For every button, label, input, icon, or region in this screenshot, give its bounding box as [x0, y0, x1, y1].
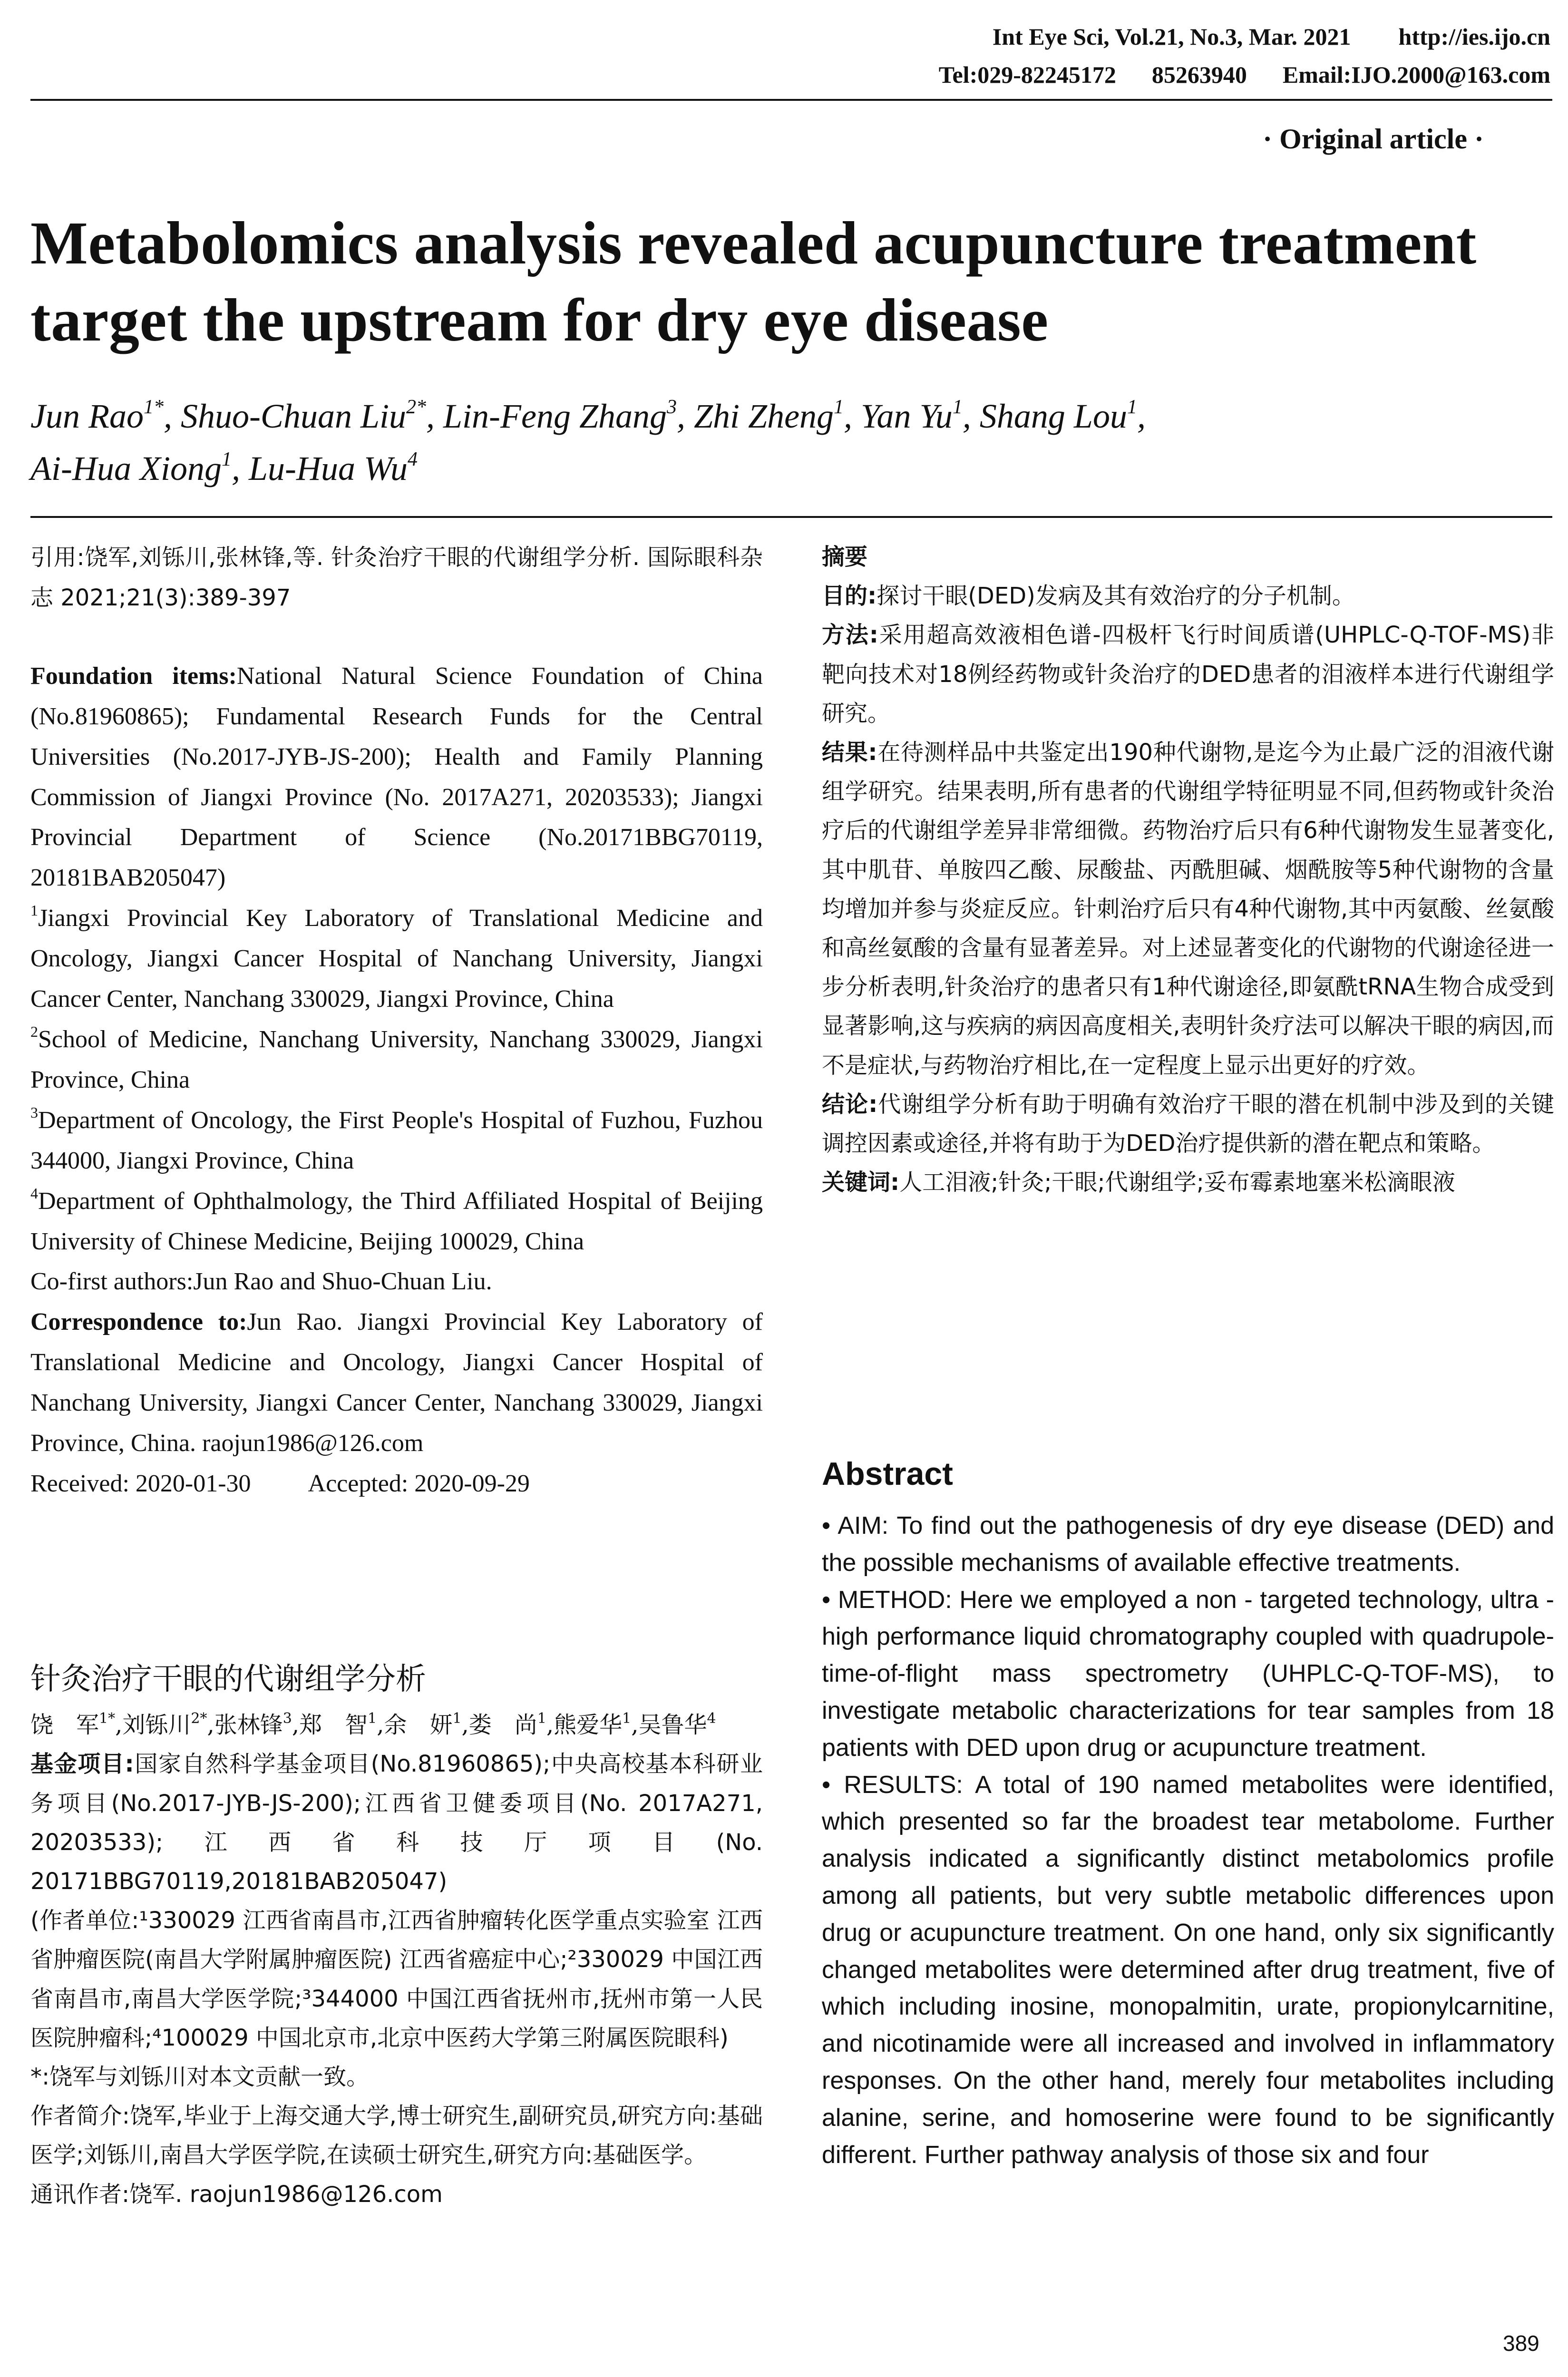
affiliation-sup: 2	[30, 1023, 38, 1040]
affiliation-sup: 4	[30, 1184, 38, 1202]
left-column-cn	[30, 1660, 763, 2214]
citation: 引用:饶军,刘铄川,张林锋,等. 针灸治疗干眼的代谢组学分析. 国际眼科杂志 2021;21(3):389-397	[30, 544, 763, 611]
cn-author-sup-0: 1*	[99, 1710, 116, 1727]
cn-abstract-label: 方法:	[822, 622, 878, 649]
cn-abstract-text: 采用超高效液相色谱-四极杆飞行时间质谱(UHPLC-Q-TOF-MS)非靶向技术对18例经药物或针灸治疗的DED患者的泪液样本进行代谢组学研究。	[822, 622, 1554, 727]
cn-abstract-item-4	[822, 1163, 1554, 1202]
cn-author-6: ,熊爱华	[546, 1712, 623, 1739]
journal-header-line2: Tel:029-82245172 85263940 Email:IJO.2000@163.com	[938, 61, 1550, 88]
cn-fund	[30, 1744, 763, 1901]
cn-author-sup-5: 1	[537, 1710, 546, 1727]
affiliation-sup: 3	[30, 1103, 38, 1121]
affiliation-text: Jiangxi Provincial Key Laboratory of Translational Medicine and Oncology, Jiangxi Cancer Hospital of Nanchang University, Jiangxi Cancer Center, Nanchang 330029, Jiangxi Province, China	[30, 905, 763, 1013]
title-rule	[30, 516, 1552, 518]
accepted-date: Accepted: 2020-09-29	[308, 1470, 530, 1497]
abstract-text: Here we employed a non - targeted technology, ultra - high performance liquid chromatography coupled with quadrupole-time-of-flight mass spectrometry (UHPLC-Q-TOF-MS), to investigate metabolic characterizations for tear samples from 18 patients with DED upon drug or acupuncture treatment.	[822, 1586, 1554, 1762]
l1-author-sup-4: 1	[952, 396, 963, 418]
l1-author-1: Shuo-Chuan Liu	[180, 397, 406, 435]
correspondence-label: Correspondence to:	[30, 1308, 247, 1336]
cn-author-1: ,刘铄川	[115, 1712, 191, 1739]
l2-author-sup-1: 4	[407, 448, 418, 470]
left-column-en	[30, 537, 763, 1504]
l1-author-sup-0: 1*	[143, 396, 164, 418]
l1-author-sup-2: 3	[667, 396, 677, 418]
l2-author-1: Lu-Hua Wu	[248, 449, 408, 487]
cn-author-7: ,吴鲁华	[631, 1712, 707, 1739]
abstract-item-0	[822, 1508, 1554, 1582]
affiliation-2	[30, 1020, 763, 1101]
cn-abstract-heading: 摘要	[822, 544, 868, 570]
cn-abstract-item-0	[822, 576, 1554, 615]
cn-title: 针灸治疗干眼的代谢组学分析	[30, 1662, 426, 1697]
cn-abstract	[822, 537, 1554, 1202]
author-list: Jun Rao$^{1*}$, Shuo-Chuan Liu$^{2*}$, Lin-Feng Zhang$^3$, Zhi Zheng$^1$, Yan Yu$^1$, Shang Lou$^1$, Ai-Hua Xiong$^1$, Lu-Hua Wu$^4$	[30, 396, 1146, 487]
affiliation-text: School of Medicine, Nanchang University, Nanchang 330029, Jiangxi Province, China	[30, 1025, 763, 1093]
abstract-item-1	[822, 1582, 1554, 1767]
l1-author-3: Zhi Zheng	[694, 397, 834, 435]
received-date: Received: 2020-01-30	[30, 1470, 251, 1497]
cn-author-sup-4: 1	[452, 1710, 462, 1727]
l1-author-4: Yan Yu	[861, 397, 953, 435]
header-rule	[30, 99, 1552, 101]
cn-abstract-label: 结论:	[822, 1091, 878, 1118]
affiliation-text: Department of Ophthalmology, the Third Affiliated Hospital of Beijing University of Chinese Medicine, Beijing 100029, China	[30, 1187, 763, 1255]
abstract-text: A total of 190 named metabolites were identified, which presented so far the broadest tear metabolome. Further analysis indicated a significantly distinct metabolomics profile among all patients, but very subtle metabolic differences upon drug or acupuncture treatment. On one hand, only six significantly changed metabolites were determined after drug treatment, five of which including inosine, monopalmitin, urate, propionylcarnitine, and nicotinamide were all increased and involved in inflammatory responses. On the other hand, merely four metabolites including alanine, serine, and homoserine were found to be significantly different. Further pathway analysis of those six and four	[822, 1771, 1554, 2169]
l1-author-0: Jun Rao	[30, 397, 144, 435]
cn-abstract-label: 关键词:	[822, 1169, 900, 1196]
l1-author-2: Lin-Feng Zhang	[443, 397, 667, 435]
cn-authors	[30, 1705, 763, 1744]
co-first-authors: Co-first authors:Jun Rao and Shuo-Chuan Liu.	[30, 1268, 492, 1296]
abstract-label: • RESULTS:	[822, 1771, 963, 1799]
abstract-label: • AIM:	[822, 1512, 889, 1539]
foundation-items	[30, 656, 763, 898]
affiliation-3	[30, 1101, 763, 1181]
foundation-label: Foundation items:	[30, 662, 237, 690]
l1-author-sup-3: 1	[834, 396, 844, 418]
cn-author-2: ,张林锋	[207, 1712, 283, 1739]
cn-author-sup-2: 3	[282, 1710, 292, 1727]
abstract-label: • METHOD:	[822, 1586, 952, 1614]
l1-author-5: Shang Lou	[979, 397, 1127, 435]
foundation-text: National Natural Science Foundation of China (No.81960865); Fundamental Research Funds for the Central Universities (No.2017-JYB-JS-200); Health and Family Planning Commission of Jiangxi Province (No. 2017A271, 20203533); Jiangxi Provincial Department of Science (No.20171BBG70119, 20181BAB205047)	[30, 662, 763, 892]
cn-abstract-item-1	[822, 615, 1554, 733]
cn-author-0: 饶 军	[30, 1712, 99, 1739]
abstract-text: To find out the pathogenesis of dry eye disease (DED) and the possible mechanisms of available effective treatments.	[822, 1512, 1554, 1577]
l2-author-sup-0: 1	[221, 448, 232, 470]
affiliation-4	[30, 1181, 763, 1262]
cn-author-sup-7: 4	[707, 1710, 716, 1727]
cn-abstract-label: 结果:	[822, 739, 877, 766]
cn-abstract-text: 人工泪液;针灸;干眼;代谢组学;妥布霉素地塞米松滴眼液	[899, 1169, 1455, 1196]
cn-abstract-items	[822, 576, 1554, 1202]
abstract-heading: Abstract	[822, 1456, 953, 1492]
affiliations	[30, 898, 763, 1262]
l1-author-sup-5: 1	[1127, 396, 1137, 418]
cn-abstract-text: 代谢组学分析有助于明确有效治疗干眼的潜在机制中涉及到的关键调控因素或途径,并将有助于为DED治疗提供新的潜在靶点和策略。	[822, 1091, 1554, 1157]
dates	[30, 1464, 763, 1504]
cn-author-sup-3: 1	[368, 1710, 377, 1727]
cn-contact: 通讯作者:饶军. raojun1986@126.com	[30, 2181, 443, 2208]
affiliation-1	[30, 898, 763, 1020]
cn-author-sup-6: 1	[622, 1710, 632, 1727]
cn-fund-label: 基金项目:	[30, 1751, 134, 1778]
cn-abstract-item-2	[822, 733, 1554, 1085]
cn-fund-text: 国家自然科学基金项目(No.81960865);中央高校基本科研业务项目(No.2017-JYB-JS-200);江西省卫健委项目(No. 2017A271, 20203533);江西省科技厅项目(No. 20171BBG70119,20181BAB205047)	[30, 1751, 763, 1895]
cn-note: *:饶军与刘铄川对本文贡献一致。	[30, 2064, 370, 2091]
affiliation-text: Department of Oncology, the First People's Hospital of Fuzhou, Fuzhou 344000, Jiangxi Province, China	[30, 1106, 763, 1174]
cn-units: (作者单位:¹330029 江西省南昌市,江西省肿瘤转化医学重点实验室 江西省肿瘤医院(南昌大学附属肿瘤医院) 江西省癌症中心;²330029 中国江西省南昌市,南昌大学医学院;³344000 中国江西省抚州市,抚州市第一人民医院肿瘤科;⁴100029 中国北京市,北京中医药大学第三附属医院眼科)	[30, 1907, 763, 2051]
cn-bio: 作者简介:饶军,毕业于上海交通大学,博士研究生,副研究员,研究方向:基础医学;刘铄川,南昌大学医学院,在读硕士研究生,研究方向:基础医学。	[30, 2103, 763, 2169]
cn-author-sup-1: 2*	[191, 1710, 207, 1727]
affiliation-sup: 1	[30, 902, 38, 919]
article-type: · Original article ·	[1263, 123, 1484, 155]
cn-abstract-item-3	[822, 1085, 1554, 1163]
cn-author-3: ,郑 智	[292, 1712, 368, 1739]
cn-abstract-text: 在待测样品中共鉴定出190种代谢物,是迄今为止最广泛的泪液代谢组学研究。结果表明,所有患者的代谢组学特征明显不同,但药物或针灸治疗后的代谢组学差异非常细微。药物治疗后只有6种代谢物发生显著变化,其中肌苷、单胺四乙酸、尿酸盐、丙酰胆碱、烟酰胺等5种代谢物的含量均增加并参与炎症反应。针刺治疗后只有4种代谢物,其中丙氨酸、丝氨酸和高丝氨酸的含量有显著差异。对上述显著变化的代谢物的代谢途径进一步分析表明,针灸治疗的患者只有1种代谢途径,即氨酰tRNA生物合成受到显著影响,这与疾病的病因高度相关,表明针灸疗法可以解决干眼的病因,而不是症状,与药物治疗相比,在一定程度上显示出更好的疗效。	[822, 739, 1554, 1079]
journal-header-line1: Int Eye Sci, Vol.21, No.3, Mar. 2021 http://ies.ijo.cn	[992, 23, 1550, 50]
abstract-item-2	[822, 1767, 1554, 2174]
abstract-items	[822, 1508, 1554, 2173]
correspondence	[30, 1302, 763, 1464]
cn-abstract-label: 目的:	[822, 583, 877, 610]
cn-abstract-text: 探讨干眼(DED)发病及其有效治疗的分子机制。	[877, 583, 1355, 610]
l2-author-0: Ai-Hua Xiong	[30, 449, 222, 487]
l1-author-sup-1: 2*	[406, 396, 426, 418]
cn-author-4: ,余 妍	[377, 1712, 453, 1739]
cn-author-5: ,娄 尚	[461, 1712, 537, 1739]
correspondence-text: Jun Rao. Jiangxi Provincial Key Laboratory of Translational Medicine and Oncology, Jiangxi Cancer Hospital of Nanchang University, Jiangxi Cancer Center, Nanchang 330029, Jiangxi Province, China. raojun1986@126.com	[30, 1308, 763, 1457]
abstract-body	[822, 1508, 1554, 2173]
page-number: 389	[1503, 2331, 1539, 2356]
article-title: Metabolomics analysis revealed acupuncture treatment target the upstream for dry eye disease	[30, 209, 1477, 354]
